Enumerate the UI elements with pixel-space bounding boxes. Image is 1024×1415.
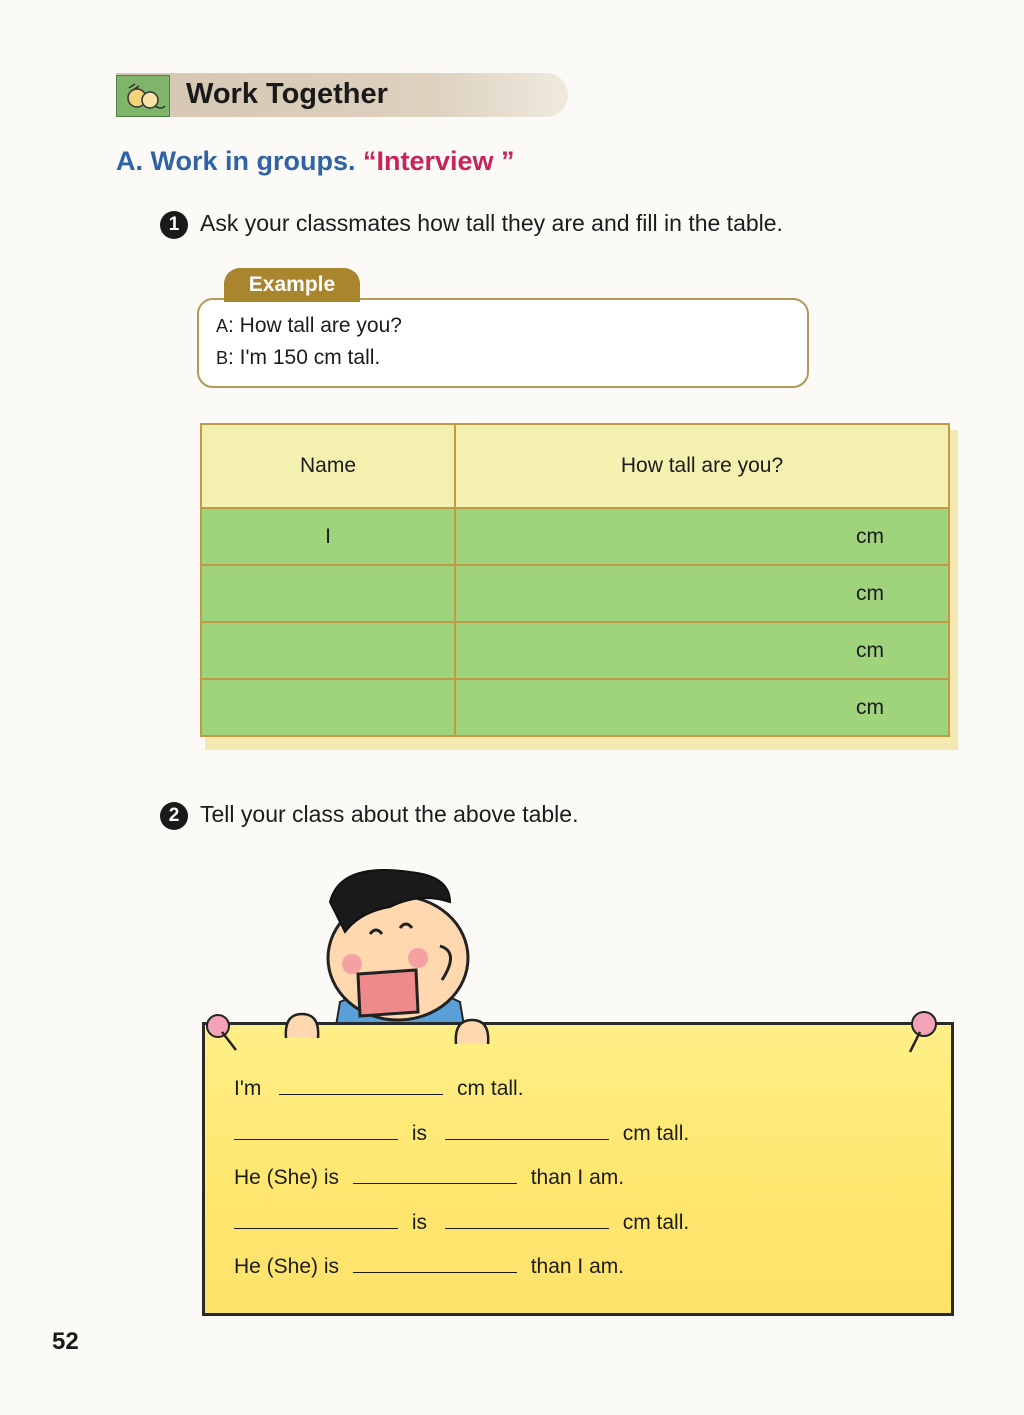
- line-text: He (She) is: [234, 1166, 340, 1189]
- table-row: [201, 679, 949, 736]
- example-line: [216, 346, 380, 370]
- line-text: than I am.: [530, 1255, 625, 1278]
- line-text: than I am.: [530, 1166, 625, 1189]
- answer-blank[interactable]: [234, 1212, 398, 1229]
- section-title: [116, 146, 515, 177]
- name-cell[interactable]: [201, 679, 455, 736]
- pin-icon: [900, 1006, 946, 1056]
- fill-in-line: [234, 1122, 689, 1146]
- fill-in-line: [234, 1166, 624, 1190]
- line-text: I'm: [234, 1077, 262, 1100]
- boy-illustration: [300, 862, 500, 1032]
- example-text: : How tall are you?: [228, 314, 402, 337]
- fill-in-line: [234, 1211, 689, 1235]
- speaker-label: B: [216, 348, 229, 368]
- pin-icon: [200, 1010, 240, 1054]
- task-number-badge: 2: [160, 802, 188, 830]
- hand-illustration: [282, 1010, 322, 1042]
- table-header-row: [201, 424, 949, 508]
- line-text: cm tall.: [622, 1122, 690, 1145]
- line-text: He (She) is: [234, 1255, 340, 1278]
- page-number: 52: [52, 1328, 79, 1355]
- task1-instruction: Ask your classmates how tall they are and fill in the table.: [200, 210, 783, 236]
- height-cell[interactable]: cm: [455, 622, 949, 679]
- name-cell[interactable]: I: [201, 508, 455, 565]
- group-work-icon: [116, 75, 170, 117]
- line-text: cm tall.: [622, 1211, 690, 1234]
- table-row: [201, 508, 949, 565]
- speaker-label: A: [216, 316, 229, 336]
- answer-blank[interactable]: [353, 1167, 517, 1184]
- example-tab: Example: [224, 268, 360, 302]
- table-row: [201, 565, 949, 622]
- answer-blank[interactable]: [445, 1123, 609, 1140]
- line-text: cm tall.: [457, 1077, 524, 1100]
- task-number-badge: 1: [160, 211, 188, 239]
- height-header: How tall are you?: [455, 424, 949, 508]
- example-text: : I'm 150 cm tall.: [228, 346, 381, 369]
- answer-blank[interactable]: [353, 1256, 517, 1273]
- name-cell[interactable]: [201, 565, 455, 622]
- fill-in-line: [234, 1077, 524, 1101]
- table-row: [201, 622, 949, 679]
- answer-blank[interactable]: [279, 1078, 443, 1095]
- example-line: [216, 314, 402, 338]
- height-cell[interactable]: cm: [455, 508, 949, 565]
- height-table: [200, 423, 950, 737]
- section-title-text: A. Work in groups.: [116, 146, 364, 176]
- hand-illustration: [452, 1016, 492, 1048]
- line-text: is: [411, 1211, 428, 1234]
- section-title-quote: “Interview ”: [363, 146, 515, 176]
- answer-blank[interactable]: [445, 1212, 609, 1229]
- name-cell[interactable]: [201, 622, 455, 679]
- example-box: [197, 298, 809, 388]
- line-text: is: [411, 1122, 428, 1145]
- height-cell[interactable]: cm: [455, 679, 949, 736]
- task2-instruction: Tell your class about the above table.: [200, 801, 579, 827]
- height-cell[interactable]: cm: [455, 565, 949, 622]
- banner-title: Work Together: [186, 78, 388, 110]
- answer-blank[interactable]: [234, 1123, 398, 1140]
- fill-in-line: [234, 1255, 624, 1279]
- name-header: Name: [201, 424, 455, 508]
